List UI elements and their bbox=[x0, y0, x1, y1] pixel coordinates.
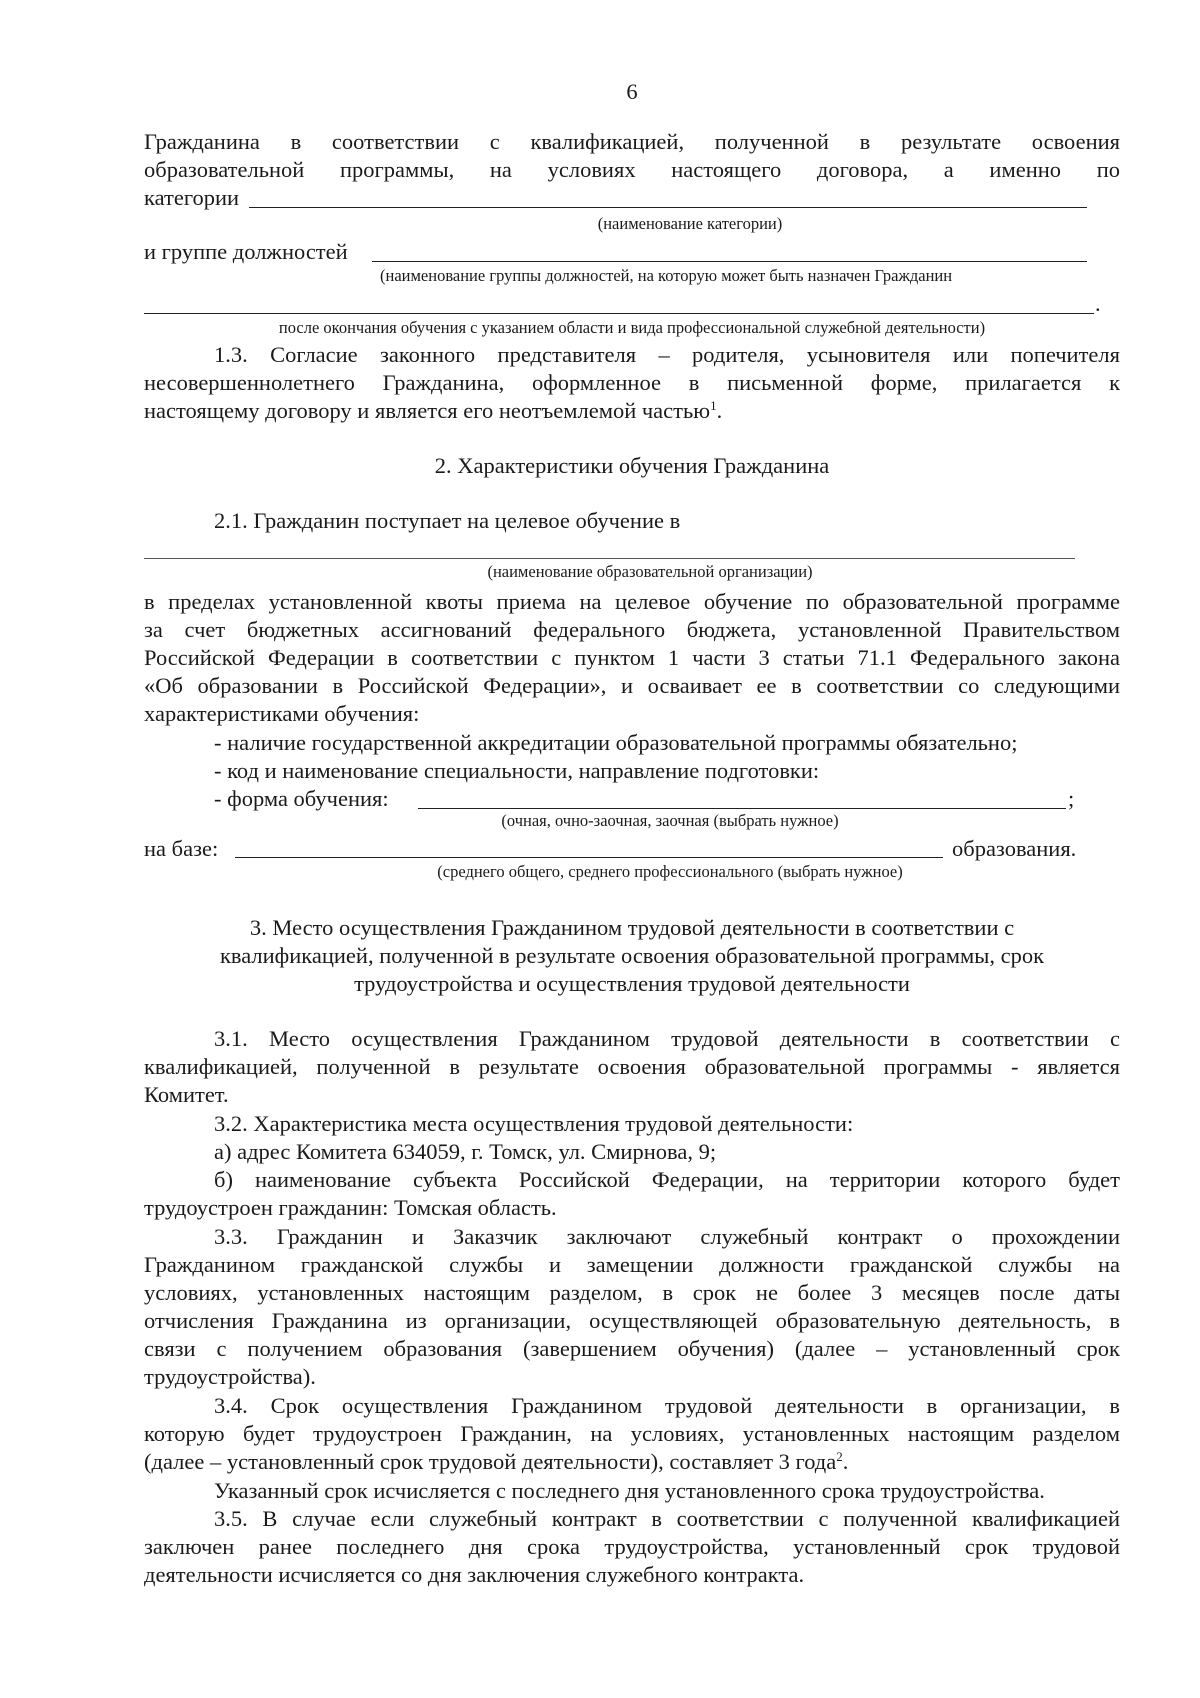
paragraph-3-5-line-3: деятельности исчисляется со дня заключения служебного контракта. bbox=[144, 1562, 805, 1587]
section-2-title: 2. Характеристики обучения Гражданина bbox=[434, 453, 830, 478]
group-blank-line bbox=[372, 261, 1087, 262]
section-3-title-line-3: трудоустройства и осуществления трудовой деятельности bbox=[354, 971, 910, 996]
paragraph-3-3-line-4: отчисления Гражданина из организации, осуществляющей образовательную деятельность, в bbox=[144, 1308, 1120, 1333]
paragraph-3-5-line-2: заключен ранее последнего дня срока трудоустройства, установленный срок трудовой bbox=[144, 1534, 1120, 1559]
paragraph-1-3-line-2: несовершеннолетнего Гражданина, оформленное в письменной форме, прилагается к bbox=[144, 370, 1120, 395]
paragraph-3-1-line-3: Комитет. bbox=[144, 1082, 229, 1107]
caption-study-form: (очная, очно-заочная, заочная (выбрать нужное) bbox=[501, 811, 839, 830]
paragraph-2-1: 2.1. Гражданин поступает на целевое обучение в bbox=[214, 508, 681, 533]
caption-base: (среднего общего, среднего профессионального (выбрать нужное) bbox=[437, 862, 903, 881]
paragraph-1-3-line-1: 1.3. Согласие законного представителя – родителя, усыновителя или попечителя bbox=[214, 342, 1120, 367]
paragraph-3-4-line-1: 3.4. Срок осуществления Гражданином трудовой деятельности в организации, в bbox=[214, 1393, 1120, 1418]
base-end: образования. bbox=[952, 836, 1077, 861]
caption-group: (наименование группы должностей, на которую может быть назначен Гражданин bbox=[380, 266, 953, 285]
base-blank-line bbox=[235, 857, 943, 858]
caption-after-training: после окончания обучения с указанием области и вида профессиональной служебной деятельности) bbox=[278, 318, 986, 337]
paragraph-3-2-a: а) адрес Комитета 634059, г. Томск, ул. Смирнова, 9; bbox=[214, 1139, 717, 1164]
study-form-semicolon: ; bbox=[1068, 786, 1075, 811]
caption-organization: (наименование образовательной организации) bbox=[487, 562, 813, 581]
paragraph-3-4-line-3: (далее – установленный срок трудовой деятельности), составляет 3 года$^2$. bbox=[144, 1449, 849, 1474]
paragraph-3-2-b-line-1: б) наименование субъекта Российской Федерации, на территории которого будет bbox=[214, 1167, 1120, 1192]
paragraph-3-3-line-6: трудоустройства). bbox=[144, 1364, 316, 1389]
paragraph-3-5-line-1: 3.5. В случае если служебный контракт в соответствии с полученной квалификацией bbox=[214, 1506, 1120, 1531]
paragraph-3-1-line-1: 3.1. Место осуществления Гражданином трудовой деятельности в соответствии с bbox=[214, 1026, 1120, 1051]
paragraph-2-1b-line-3: Российской Федерации в соответствии с пунктом 1 части 3 статьи 71.1 Федерального закона bbox=[144, 645, 1120, 670]
paragraph-1-line-3: категории bbox=[144, 185, 240, 210]
base-label: на базе: bbox=[144, 836, 219, 861]
bullet-study-form: - форма обучения: bbox=[214, 786, 389, 811]
paragraph-3-3-line-2: Гражданином гражданской службы и замещении должности гражданской службы на bbox=[144, 1252, 1120, 1277]
paragraph-3-3-line-1: 3.3. Гражданин и Заказчик заключают служебный контракт о прохождении bbox=[214, 1224, 1120, 1249]
group-label: и группе должностей bbox=[144, 239, 348, 264]
paragraph-3-4-b: Указанный срок исчисляется с последнего дня установленного срока трудоустройства. bbox=[214, 1478, 1045, 1503]
category-blank-line bbox=[249, 207, 1087, 208]
footnote-ref-1: 1 bbox=[710, 398, 717, 413]
paragraph-1-3-line-3: настоящему договору и является его неотъемлемой частью$^1$. bbox=[144, 398, 723, 423]
paragraph-3-1-line-2: квалификацией, полученной в результате освоения образовательной программы - является bbox=[144, 1054, 1120, 1079]
paragraph-3-3-line-5: связи с получением образования (завершением обучения) (далее – установленный срок bbox=[144, 1336, 1120, 1361]
bullet-specialty: - код и наименование специальности, направление подготовки: bbox=[214, 758, 820, 783]
footnote-ref-2: 2 bbox=[836, 1449, 843, 1464]
paragraph-2-1b-line-2: за счет бюджетных ассигнований федерального бюджета, установленной Правительством bbox=[144, 617, 1120, 642]
section-3-title-line-1: 3. Место осуществления Гражданином трудовой деятельности в соответствии с bbox=[249, 915, 1015, 940]
trailing-dot: . bbox=[1095, 291, 1101, 316]
bullet-accreditation: - наличие государственной аккредитации образовательной программы обязательно; bbox=[214, 730, 1018, 755]
paragraph-2-1b-line-5: характеристиками обучения: bbox=[144, 701, 420, 726]
paragraph-3-4-line-2: которую будет трудоустроен Гражданин, на условиях, установленных настоящим разделом bbox=[144, 1421, 1120, 1446]
paragraph-1-line-2: образовательной программы, на условиях настоящего договора, а именно по bbox=[144, 157, 1120, 182]
paragraph-2-1b-line-4: «Об образовании в Российской Федерации», и осваивает ее в соответствии со следующими bbox=[144, 673, 1120, 698]
paragraph-3-2: 3.2. Характеристика места осуществления трудовой деятельности: bbox=[214, 1111, 854, 1136]
study-form-blank-line bbox=[418, 808, 1066, 809]
section-3-title-line-2: квалификацией, полученной в результате освоения образовательной программы, срок bbox=[219, 943, 1045, 968]
paragraph-3-2-b-line-2: трудоустроен гражданин: Томская область. bbox=[144, 1195, 557, 1220]
paragraph-1-line-1: Гражданина в соответствии с квалификацией, полученной в результате освоения bbox=[144, 129, 1120, 154]
paragraph-2-1b-line-1: в пределах установленной квоты приема на целевое обучение по образовательной программе bbox=[144, 589, 1120, 614]
group-continuation-line bbox=[144, 313, 1094, 314]
page-number: 6 bbox=[626, 79, 638, 104]
caption-category: (наименование категории) bbox=[597, 214, 783, 233]
organization-blank-line bbox=[144, 558, 1075, 559]
paragraph-3-3-line-3: условиях, установленных настоящим разделом, в срок не более 3 месяцев после даты bbox=[144, 1280, 1120, 1305]
